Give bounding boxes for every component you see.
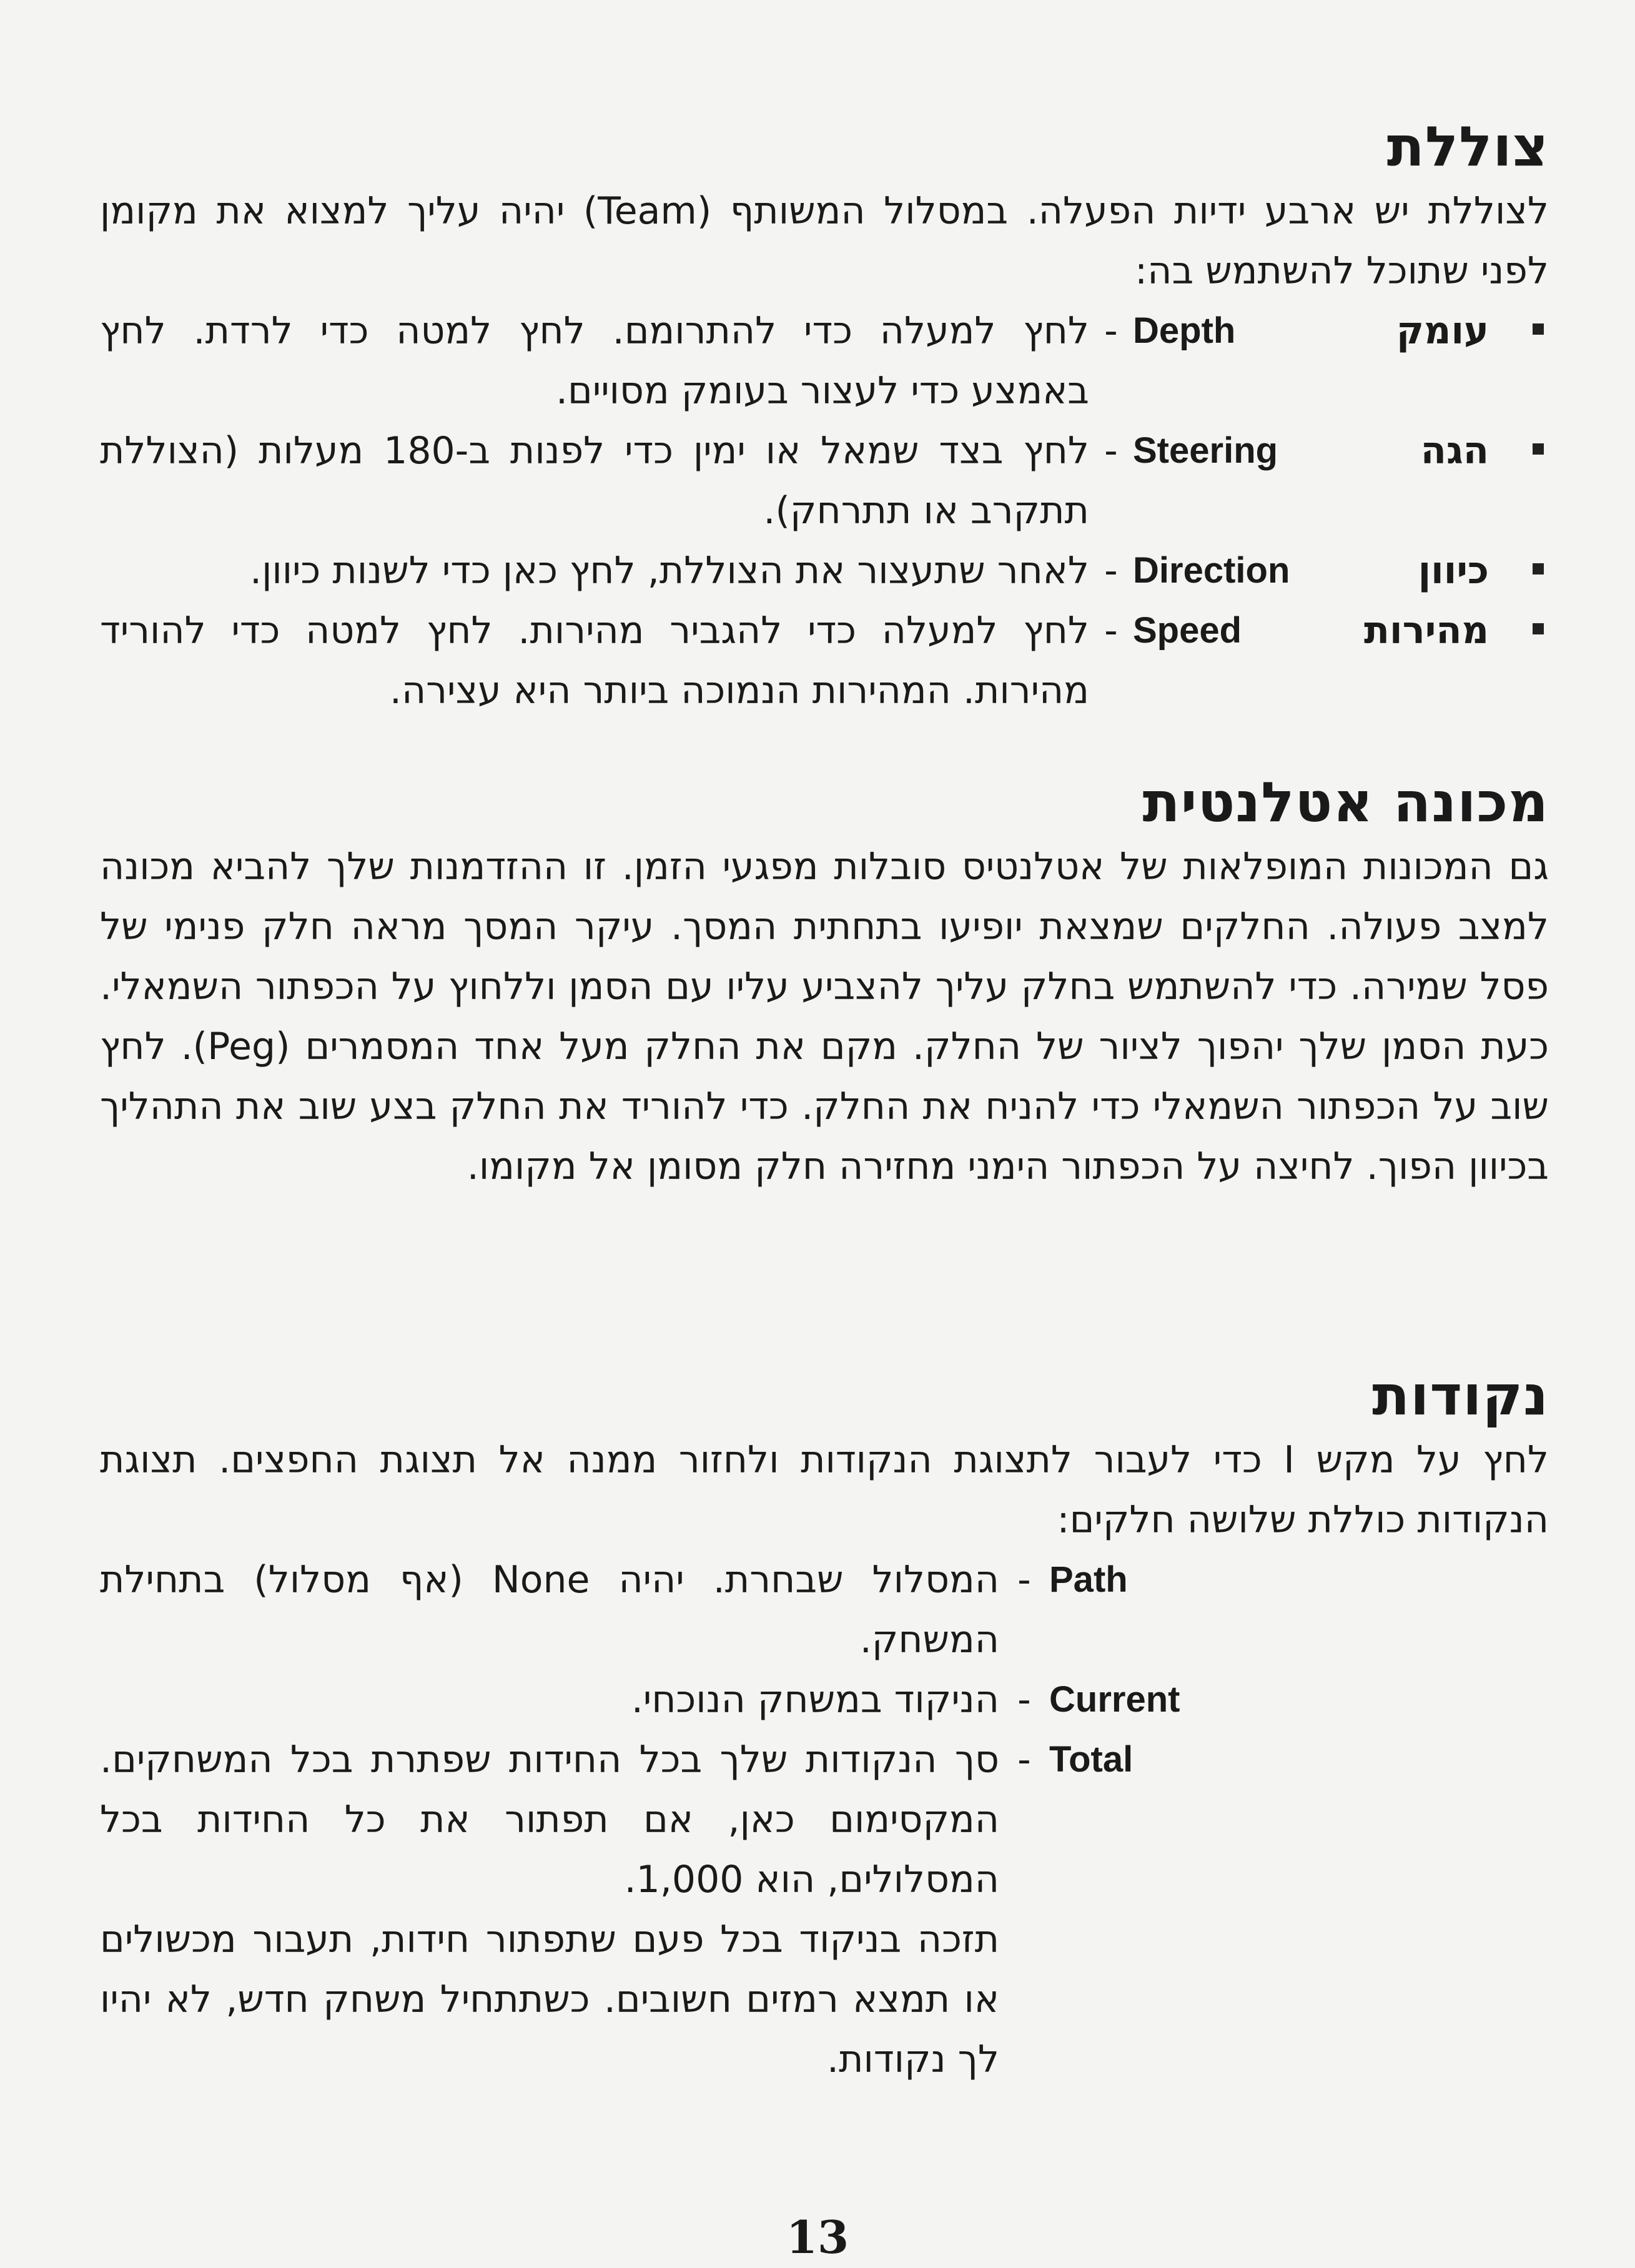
section-title-points: נקודות <box>1372 1363 1549 1427</box>
bullet-square-icon <box>1489 301 1549 335</box>
field-description: המסלול שבחרת. יהיה None (אף מסלול) בתחילת המשחק. <box>100 1558 999 1662</box>
field-name: Path <box>1049 1559 1128 1600</box>
section-title-atlantean-machine: מכונה אטלנטית <box>1142 770 1549 834</box>
control-description: לאחר שתעצור את הצוללת, לחץ כאן כדי לשנות כיוון. <box>250 549 1089 593</box>
field-name: Total <box>1049 1739 1134 1780</box>
field-dash: - <box>1017 1558 1031 1602</box>
points-field-current <box>100 1670 1549 1730</box>
control-description: לחץ למעלה כדי להגביר מהירות. לחץ למטה כדי להוריד מהירות. המהירות הנמוכה ביותר היא עצירה. <box>100 609 1089 712</box>
submarine-intro: לצוללת יש ארבע ידיות הפעלה. במסלול המשותף (Team) יהיה עליך למצוא את מקומן לפני שתוכל להשתמש בה: <box>100 189 1549 293</box>
control-item-steering <box>100 421 1549 541</box>
bullet-square-icon <box>1489 601 1549 634</box>
atlantean-machine-section <box>100 768 1549 1196</box>
control-english-term: Depth <box>1133 310 1236 351</box>
field-dash: - <box>1017 1738 1031 1782</box>
submarine-controls-list <box>100 301 1549 721</box>
control-hebrew-term: עומק <box>1396 309 1489 353</box>
points-intro: לחץ על מקש I כדי לעבור לתצוגת הנקודות ולחזור ממנה אל תצוגת החפצים. תצוגת הנקודות כוללת שלושה חלקים: <box>100 1438 1549 1542</box>
points-section <box>100 1361 1549 2089</box>
points-footer: תזכה בניקוד בכל פעם שתפתור חידות, תעבור מכשולים או תמצא רמזים חשובים. כשתתחיל משחק חדש, לא יהיו לך נקודות. <box>100 1918 999 2081</box>
control-description: לחץ בצד שמאל או ימין כדי לפנות ב-180 מעלות (הצוללת תתקרב או תתרחק). <box>100 429 1089 533</box>
control-dash: - <box>1104 549 1118 593</box>
page-number: 13 <box>786 2211 849 2264</box>
control-item-direction <box>100 541 1549 601</box>
submarine-section <box>100 112 1549 721</box>
atlantean-machine-body: גם המכונות המופלאות של אטלנטיס סובלות מפגעי הזמן. זו ההזדמנות שלך להביא מכונה למצב פעולה. החלקים שמצאת יופיעו בתחתית המסך. עיקר המסך מראה חלק פנימי של פסל שמירה. כדי להשתמש בחלק עליך להצביע עליו עם הסמן וללחוץ על הכפתור השמאלי. כעת הסמן שלך יהפוך לציור של החלק. מקם את החלק מעל אחד המסמרים (Peg). לחץ שוב על הכפתור השמאלי כדי להניח את החלק. כדי להוריד את החלק בצע שוב את התהליך בכיוון הפוך. לחיצה על הכפתור הימני מחזירה חלק מסומן אל מקומו. <box>100 845 1549 1188</box>
control-hebrew-term: הגה <box>1420 429 1489 473</box>
section-title-submarine: צוללת <box>1386 114 1549 179</box>
field-dash: - <box>1017 1678 1031 1722</box>
control-english-term: Speed <box>1133 610 1242 651</box>
control-dash: - <box>1104 609 1118 653</box>
field-description: סך הנקודות שלך בכל החידות שפתרת בכל המשחקים. המקסימום כאן, אם תפתור את כל החידות בכל המסלולים, הוא 1,000. <box>100 1738 999 1901</box>
control-dash: - <box>1104 309 1118 353</box>
points-field-total <box>100 1730 1549 1910</box>
control-hebrew-term: מהירות <box>1363 609 1489 653</box>
points-fields-list <box>100 1550 1549 2089</box>
control-hebrew-term: כיוון <box>1418 549 1489 593</box>
control-item-speed <box>100 601 1549 721</box>
points-footer-row <box>100 1910 1549 2089</box>
field-description: הניקוד במשחק הנוכחי. <box>631 1678 999 1722</box>
control-english-term: Steering <box>1133 430 1278 471</box>
control-dash: - <box>1104 429 1118 473</box>
control-description: לחץ למעלה כדי להתרומם. לחץ למטה כדי לרדת. לחץ באמצע כדי לעצור בעומק מסויים. <box>100 309 1089 413</box>
points-field-path <box>100 1550 1549 1670</box>
field-name: Current <box>1049 1679 1180 1720</box>
bullet-square-icon <box>1489 421 1549 455</box>
control-english-term: Direction <box>1133 550 1290 591</box>
control-item-depth <box>100 301 1549 421</box>
bullet-square-icon <box>1489 541 1549 574</box>
